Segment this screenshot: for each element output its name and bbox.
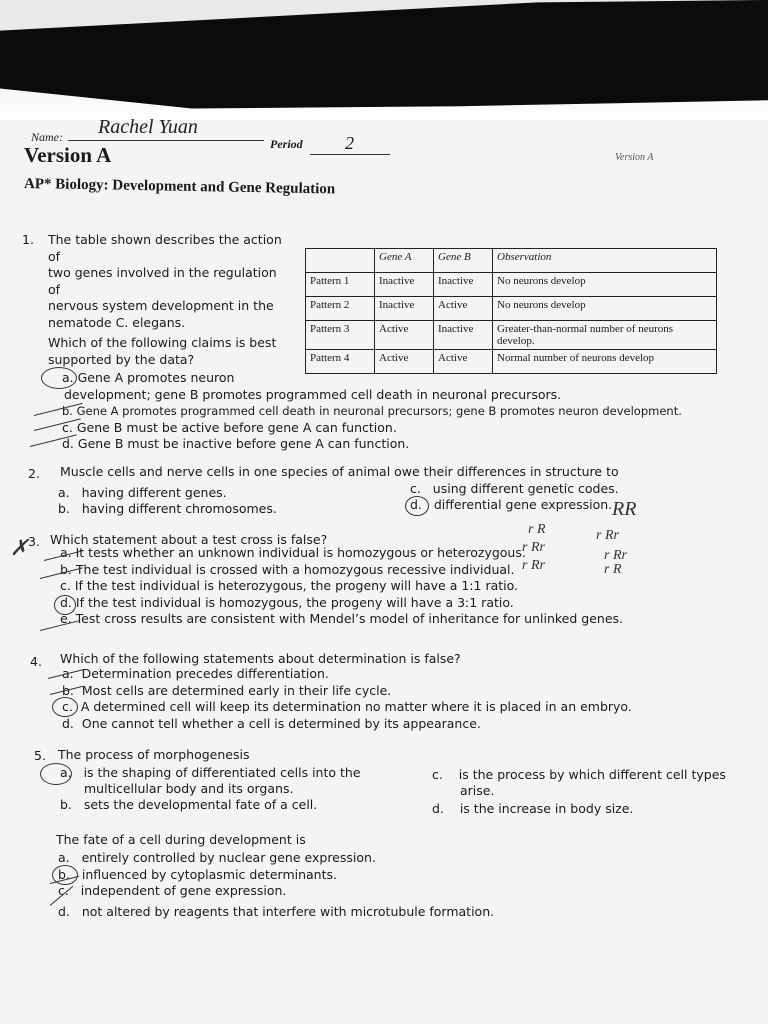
option-letter: c. (62, 419, 73, 435)
option-letter: b. (60, 797, 72, 812)
margin-note: r Rr (522, 558, 545, 573)
q3-option-d: If the test individual is homozygous, the progeny will have a 3:1 ratio. (75, 594, 514, 610)
q1-stem-line: nervous system development in the (48, 298, 274, 313)
option-letter: d. (62, 436, 74, 451)
answer-circle (52, 697, 78, 717)
q2-option-a-text: having different genes. (81, 485, 227, 500)
option-letter: b. (58, 501, 70, 516)
table-header-cell: Gene B (434, 249, 493, 273)
q2-option-c (410, 481, 619, 498)
q1-option-a-cont: development; gene B promotes programmed cell death in neuronal precursors. (64, 386, 562, 402)
margin-note: r R (528, 522, 546, 537)
q3-options (60, 545, 680, 628)
q4-option-c: A determined cell will keep its determination no matter where it is placed in an embryo. (80, 699, 632, 714)
q4-option-a: Determination precedes differentiation. (81, 666, 329, 681)
q2-option-b (58, 501, 277, 518)
table-cell: Inactive (375, 297, 434, 321)
q5-option-b-text: sets the developmental fate of a cell. (83, 797, 318, 812)
version-title: Version A (24, 143, 112, 167)
q4-option-d: One cannot tell whether a cell is determined by its appearance. (81, 715, 481, 731)
q2-option-a (58, 485, 227, 502)
q5-option-c-text: is the process by which different cell types (458, 767, 726, 782)
option-letter: c. (410, 481, 421, 496)
answer-circle (40, 763, 72, 785)
margin-note: r R (604, 562, 622, 577)
q4-stem: Which of the following statements about determination is false? (60, 651, 461, 666)
q1-number: 1. (22, 232, 34, 247)
table-cell: Inactive (434, 321, 493, 350)
q6-option-b: influenced by cytoplasmic determinants. (81, 866, 337, 882)
table-cell: Active (375, 350, 434, 374)
q5-option-a (60, 765, 361, 782)
table-cell: Active (434, 297, 493, 321)
table-cell: No neurons develop (493, 297, 717, 321)
period-handwriting: 2 (345, 133, 354, 153)
q1-option-d: Gene B must be inactive before gene A can function. (77, 436, 410, 451)
option-letter: d. (410, 497, 422, 512)
q1-option-b: Gene A promotes programmed cell death in neuronal precursors; gene B promotes neuron development. (76, 404, 682, 418)
q1-stem-line: nematode C. elegans. (48, 314, 186, 330)
option-letter: c. (432, 767, 443, 782)
q6-option-d: not altered by reagents that interfere with microtubule formation. (81, 903, 495, 919)
q5-option-c-cont: arise. (460, 783, 495, 798)
option-letter: c. (62, 699, 73, 714)
version-corner: Version A (615, 152, 654, 163)
q1-options (56, 370, 746, 453)
q1-claim-line: supported by the data? (48, 351, 195, 367)
answer-circle (41, 367, 77, 389)
table-header-cell (306, 249, 375, 273)
q5-option-a-text: is the shaping of differentiated cells into the (83, 765, 361, 780)
q3-option-a: It tests whether an unknown individual is homozygous or heterozygous. (75, 545, 526, 560)
answer-circle (54, 595, 76, 615)
q6-options (58, 850, 678, 920)
q1-claim (48, 335, 288, 368)
option-letter: c. (58, 883, 69, 898)
option-letter: b. (62, 682, 74, 698)
margin-note: r Rr (604, 548, 627, 563)
margin-note: r Rr (596, 528, 619, 543)
q3-option-b: The test individual is crossed with a homozygous recessive individual. (75, 561, 515, 577)
option-letter: d. (60, 594, 72, 610)
option-letter: c. (60, 578, 71, 593)
table-cell: Greater-than-normal number of neurons develop. (493, 321, 717, 350)
table-cell: Pattern 3 (306, 321, 375, 350)
option-letter: b. (62, 404, 73, 418)
table-header-cell: Observation (493, 249, 717, 273)
table-row (306, 297, 717, 321)
q1-option-c: Gene B must be active before gene A can function. (76, 419, 397, 435)
option-letter: a. (58, 485, 70, 500)
q6-option-a: entirely controlled by nuclear gene expression. (81, 850, 376, 865)
q2-number: 2. (28, 466, 40, 481)
option-letter: d. (62, 715, 74, 731)
q5-option-b (60, 797, 317, 814)
option-letter: d. (432, 801, 444, 816)
star-mark: ✗ (10, 535, 29, 560)
table-cell: Inactive (434, 273, 493, 297)
q3-number: 3. (28, 534, 40, 549)
q3-stem: Which statement about a test cross is false? (50, 532, 328, 547)
name-line (68, 140, 264, 141)
table-cell: Pattern 2 (306, 297, 375, 321)
q2-option-c-text: using different genetic codes. (432, 481, 619, 496)
table-header-row (306, 249, 717, 273)
q6-stem: The fate of a cell during development is (56, 832, 306, 847)
q4-options (62, 666, 682, 732)
option-letter: b. (58, 866, 70, 882)
q2-stem: Muscle cells and nerve cells in one species of animal owe their differences in structure to (60, 464, 619, 479)
gene-table (305, 248, 717, 374)
q5-option-c (432, 767, 726, 784)
q1-option-a: Gene A promotes neuron (77, 370, 235, 385)
answer-circle (405, 496, 429, 516)
table-header-cell: Gene A (375, 249, 434, 273)
period-line (310, 154, 390, 155)
q1-stem (48, 232, 288, 331)
option-letter: a. (58, 850, 70, 865)
table-cell: Pattern 1 (306, 273, 375, 297)
q4-number: 4. (30, 654, 42, 669)
table-row (306, 321, 717, 350)
margin-note: RR (612, 498, 637, 520)
option-letter: a. (62, 666, 74, 681)
table-cell: Inactive (375, 273, 434, 297)
q2-option-b-text: having different chromosomes. (81, 501, 277, 516)
course-title: AP* Biology: Development and Gene Regulation (23, 176, 336, 198)
table-cell: Pattern 4 (306, 350, 375, 374)
q1-claim-line: Which of the following claims is best (48, 335, 277, 350)
option-letter: a. (60, 765, 72, 780)
name-label: Name: (31, 130, 63, 144)
option-letter: d. (58, 903, 70, 919)
q3-option-c: If the test individual is heterozygous, the progeny will have a 1:1 ratio. (74, 578, 519, 593)
q2-option-d-text: differential gene expression. (433, 497, 613, 512)
q5-number: 5. (34, 748, 46, 763)
q5-stem: The process of morphogenesis (58, 747, 250, 762)
option-letter: e. (60, 611, 72, 626)
q2-option-d (410, 497, 612, 514)
table-row (306, 273, 717, 297)
q1-stem-line: The table shown describes the action of (48, 232, 282, 264)
q5-option-d (432, 801, 633, 818)
name-handwriting: Rachel Yuan (98, 116, 198, 138)
q3-option-e: Test cross results are consistent with Mendel’s model of inheritance for unlinked genes. (75, 611, 623, 626)
period-label: Period (270, 137, 303, 151)
option-letter: a. (60, 545, 72, 560)
q4-option-b: Most cells are determined early in their life cycle. (81, 682, 392, 698)
option-letter: b. (60, 561, 72, 577)
q5-option-a-cont: multicellular body and its organs. (84, 781, 294, 796)
option-letter: a. (62, 370, 74, 385)
q6-option-c: independent of gene expression. (80, 883, 287, 898)
q5-option-d-text: is the increase in body size. (459, 801, 634, 816)
table-cell: Active (434, 350, 493, 374)
margin-note: r Rr (522, 540, 545, 555)
q1-stem-line: two genes involved in the regulation of (48, 265, 277, 297)
table-cell: Active (375, 321, 434, 350)
table-cell: No neurons develop (493, 273, 717, 297)
table-cell: Normal number of neurons develop (493, 350, 717, 374)
